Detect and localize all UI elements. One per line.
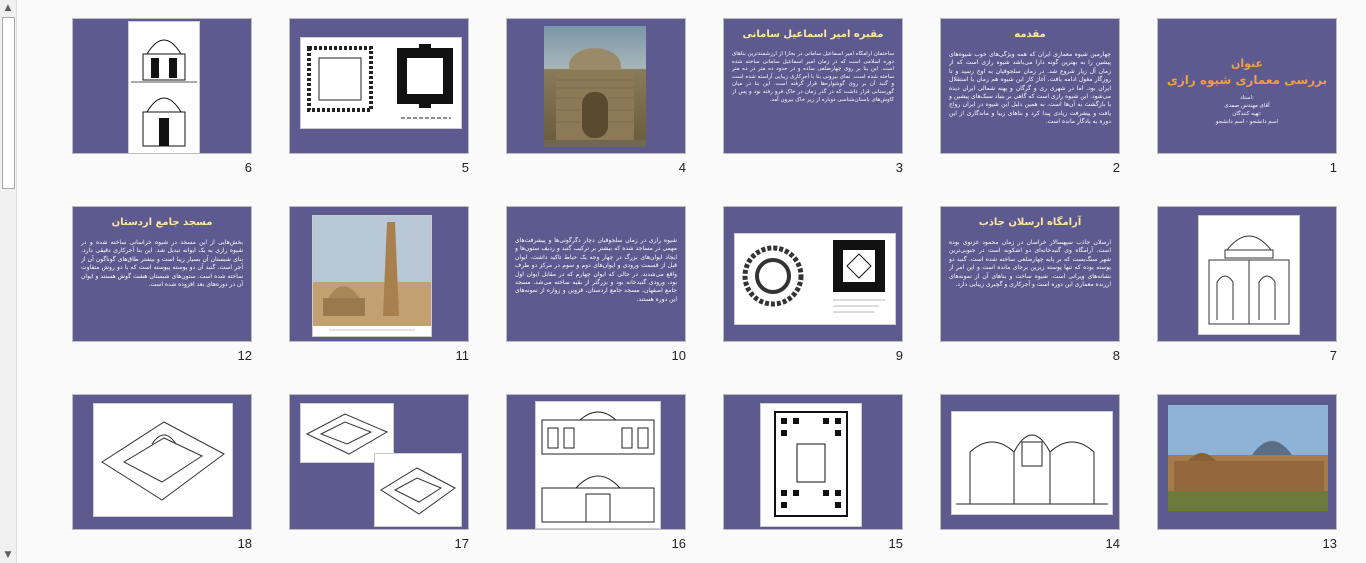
slide-thumbnail-12[interactable] [72,206,252,342]
slide-number-2: 2 [1112,160,1120,175]
samanid-mausoleum-photo [544,26,646,147]
scroll-down-arrow-icon[interactable]: ▼ [4,550,12,560]
mosque-floor-plan [760,403,862,527]
slide-thumbnail-2[interactable] [940,18,1120,154]
slide-number-14: 14 [1105,536,1120,551]
slide-number-10: 10 [671,348,686,363]
slide-thumbnail-1[interactable] [1157,18,1337,154]
vertical-scrollbar[interactable] [0,0,17,563]
slide-number-8: 8 [1112,348,1120,363]
slide-number-5: 5 [461,160,469,175]
slide-number-13: 13 [1322,536,1337,551]
slide-3-body: ساختمان آرامگاه امیر اسماعیل سامانی در بخارا از ارزشمندترین بناهای دوره اسلامی است که در زمان امیر اسماعیل سامانی ساخته شده است. این بنا بر روی چهارضلعی ساده و در حدود ده متر در ده متر ساخته شده است. نمای بیرونی بنا با آجرکاری زیبایی آراسته شده است و گنبد آن بر روی گوشواره‌ها قرار گرفته است. این بنا در میان گورستانی قرار داشت که در گذر زمان در خاک فرو رفته بود و پس از کاوش‌های باستان‌شناسی دوباره از زیر خاک بیرون آمد. [732,51,894,103]
slide-number-18: 18 [237,536,252,551]
slide-8-title: آرامگاه ارسلان جاذب [978,217,1082,228]
slide-10-body: شیوه رازی در زمان سلجوقیان دچار دگرگونی‌ها و پیشرفت‌های مهمی در مساجد شده که بیشتر بر ترکیب گنبد و ردیف ستون‌ها و ایجاد ایوان‌های بزرگ در چهار وجه یک حیاط تاکید داشت. ایوان قبل از قسمت ورودی و ایوان‌های دوم و سوم در مرکز دو طرف واقع می‌شدند. در حالی که ایوان چهارم که در مقابل ایوان اول بود، ورودی گنبدخانه بود و بزرگتر از بقیه ساخته می‌شد. مسجد جامع اصفهان، مسجد جامع اردستان، قزوین و زواره از نمونه‌های این دوره هستند. [515,237,677,303]
slide-thumbnail-16[interactable] [506,394,686,530]
slide-thumbnail-8[interactable] [940,206,1120,342]
tomb-perspective-drawing [1198,215,1300,335]
slide-2-title: مقدمه [1014,29,1046,40]
slide-1-subtitle: بررسی معماری شیوه رازی [1166,73,1328,87]
slide-thumbnail-17[interactable] [289,394,469,530]
mosque-ruins-photo [1168,405,1328,511]
minaret-photo [312,215,432,337]
slide-1-line: تهیه کنندگان: [1232,111,1262,117]
slide-thumbnail-15[interactable] [723,394,903,530]
slide-thumbnail-18[interactable] [72,394,252,530]
slide-thumbnail-5[interactable] [289,18,469,154]
mausoleum-elevation-drawing [128,21,200,154]
mosque-elevation-drawings [535,401,661,529]
slide-thumbnail-14[interactable] [940,394,1120,530]
slide-12-title: مسجد جامع اردستان [111,217,213,228]
slide-number-1: 1 [1329,160,1337,175]
slide-thumbnail-11[interactable] [289,206,469,342]
mausoleum-plan-drawing [300,37,462,129]
slide-thumbnail-9[interactable] [723,206,903,342]
slide-number-4: 4 [678,160,686,175]
slide-thumbnail-4[interactable] [506,18,686,154]
slide-1-line: آقای مهندس صمدی [1224,103,1270,109]
slide-thumbnail-3[interactable] [723,18,903,154]
slide-12-body: بخش‌هایی از این مسجد در شیوه خراسانی ساخته شده و در شیوه رازی به یک ایوانه تبدیل شد. این بنا آجرکاری دقیقی دارد. بنای شبستان آن بسیار زیبا است و بیشتر طاق‌های گوناگون آن از آجر است. گنبد آن دو پوسته پیوسته است که با دو روش متفاوت ساخته شده است. ستون‌های شبستان هشت گوش هستند و ایوان آن در دوره‌های بعد افزوده شده است. [81,239,243,289]
slide-number-12: 12 [237,348,252,363]
slide-thumbnail-10[interactable] [506,206,686,342]
slide-number-16: 16 [671,536,686,551]
slide-thumbnail-13[interactable] [1157,394,1337,530]
slide-1-line: اسم دانشجو - اسم دانشجو [1215,119,1279,125]
scroll-thumb[interactable] [2,17,15,189]
tomb-plan-drawings [734,233,896,325]
slide-sorter [17,0,1366,563]
slide-number-3: 3 [895,160,903,175]
slide-number-15: 15 [888,536,903,551]
slide-number-6: 6 [244,160,252,175]
slide-number-7: 7 [1329,348,1337,363]
slide-3-title: مقبره امیر اسماعیل سامانی [742,29,884,40]
scroll-up-arrow-icon[interactable]: ▲ [4,3,12,13]
mosque-isometric-drawing [93,403,233,517]
slide-number-9: 9 [895,348,903,363]
slide-number-17: 17 [454,536,469,551]
slide-1-line: استاد: [1240,95,1254,101]
slide-thumbnail-7[interactable] [1157,206,1337,342]
slide-thumbnail-6[interactable] [72,18,252,154]
slide-number-11: 11 [455,348,469,363]
slide-1-title: عنوان [1230,57,1264,70]
slide-2-body: چهارمین شیوه معماری ایران که همه ویژگی‌های خوب شیوه‌های پیشین را به بهترین گونه دارا می‌باشد شیوه رازی است که از زمان آل زیار شروع شد. در زمان سلجوقیان به اوج رسید و تا روزگار مغول ادامه یافت. آغاز کار این شیوه هم زمان با استقلال ایران بود. اما در شهری ری و گرگان و پهنه شمالی ایران دیده می‌شود. این شیوه رازی است که گاهی بر بنیاد سبک‌های پیشین و یا بازگشت به آن‌ها است. به همین دلیل این شیوه در ایران رواج یافت و پیشرفت زیادی پیدا کرد و بناهای زیبا و ماندگاری از این دوره به یادگار مانده است. [949,51,1111,126]
mosque-isometric-drawing-2 [374,453,462,527]
slide-8-body: ارسلان جاذب سپهسالار خراسان در زمان محمود غزنوی بوده است. آرامگاه وی گنبدخانه‌ای دو اشکوبه است در جنوبی‌ترین شهر سنگ‌بست که بر پایه چهارضلعی ساخته شده است. گنبد دو پوسته بوده که تنها پوسته زیرین برجای مانده است و این امر از نشانه‌های ویرانی است. شیوه ساخت و بناهای آن از نمونه‌های ارزنده معماری این دوره است و آجرکاری و گچبری زیبایی دارد. [949,239,1111,289]
mosque-section-drawing [951,411,1113,515]
